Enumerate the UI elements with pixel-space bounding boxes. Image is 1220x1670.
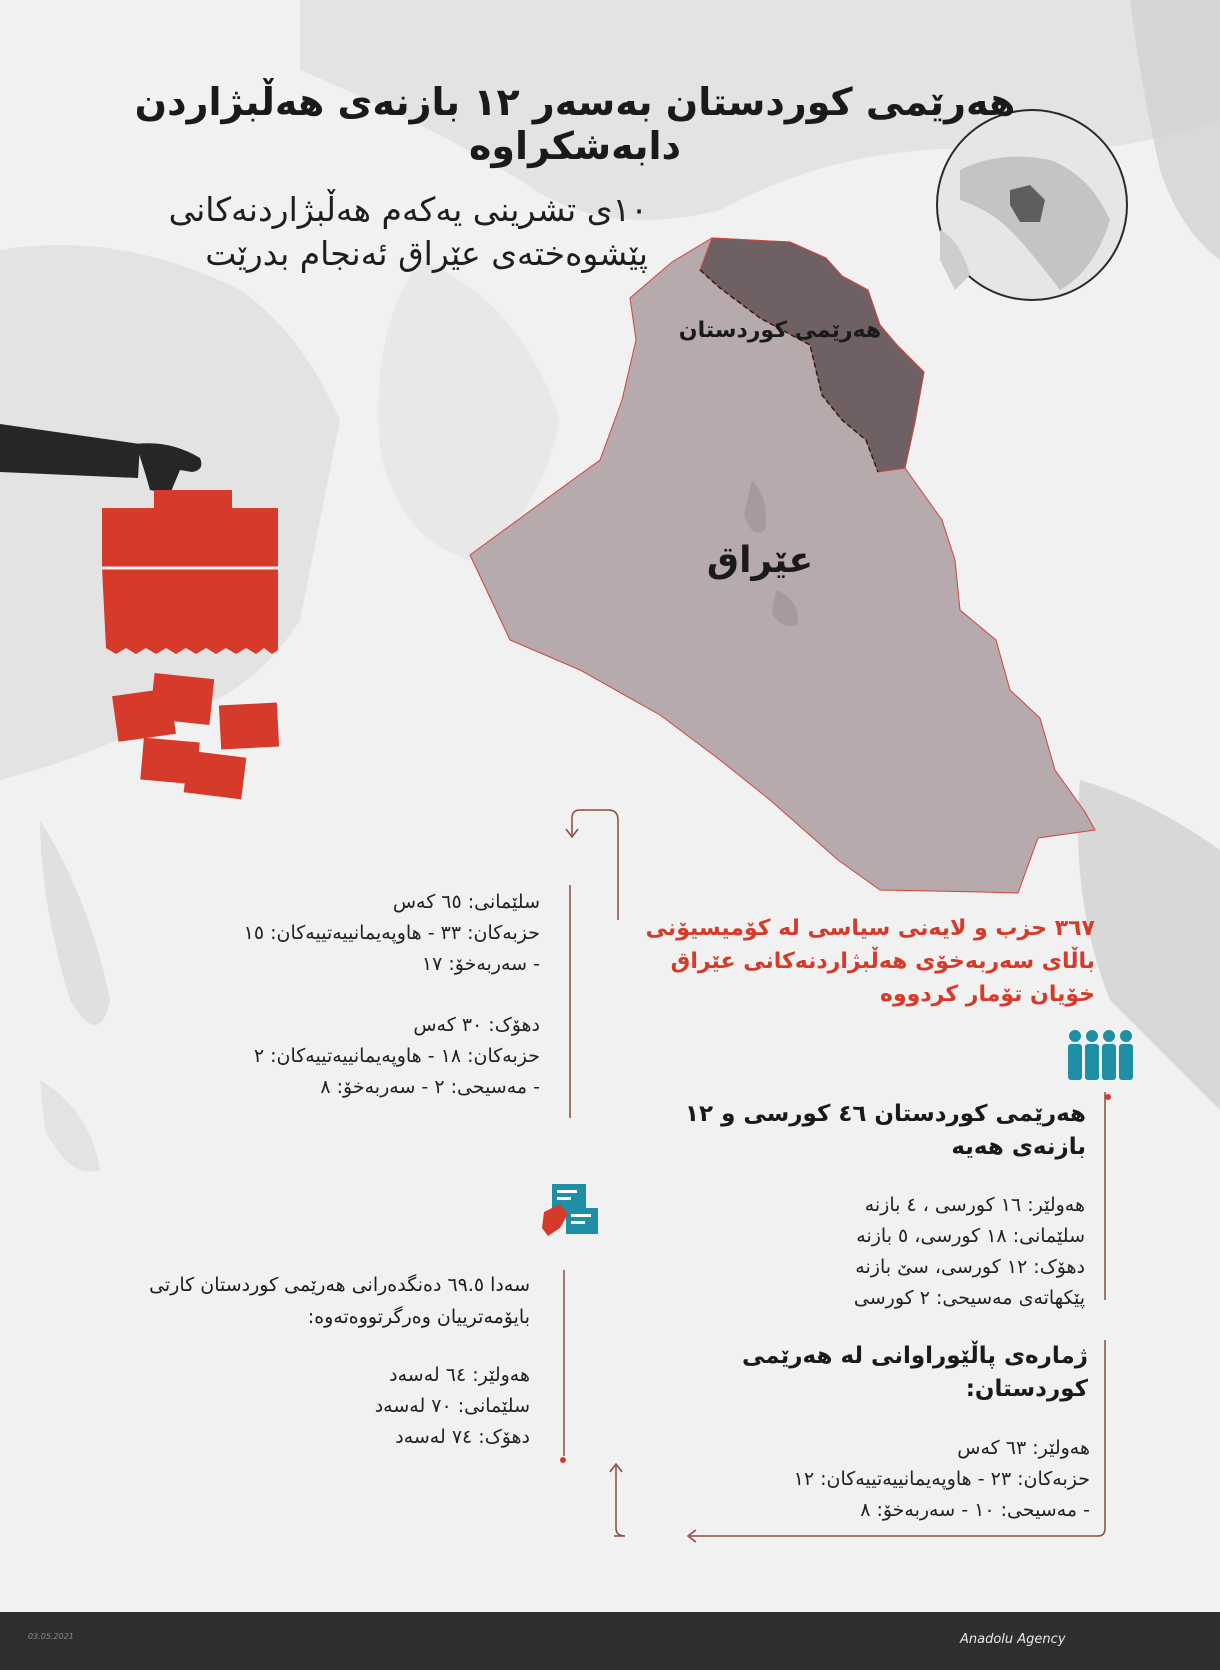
kurdistan-seats-list — [700, 1190, 1085, 1314]
bio-erbil: هەولێر: ٦٤ لەسەد — [389, 1364, 530, 1386]
bio-sulaymaniyah: سلێمانی: ٧٠ لەسەد — [374, 1395, 530, 1417]
parties-registered-note: ٣٦٧ حزب و لایەنی سیاسی لە کۆمیسیۆنی باڵای سەربەخۆی هەڵبژاردنەکانی عێراق خۆیان تۆمار کردووە — [645, 916, 1095, 1007]
seats-item-christian: پێکهاتەی مەسیحی: ٢ کورسی — [853, 1287, 1085, 1309]
page-title: هەرێمی کوردستان بەسەر ١٢ بازنەی هەڵبژاردن دابەشکراوە — [134, 80, 1016, 168]
candidates-title: ژمارەی پاڵێوراوانی لە هەرێمی کوردستان: — [741, 1343, 1088, 1402]
footer-date: 03.05.2021 — [28, 1632, 74, 1641]
page-subtitle: ١٠ی تشرینی یەکەم هەڵبژاردنەکانی پێشوەختەی عێراق ئەنجام بدرێت — [168, 190, 648, 273]
bio-duhok: دهۆک: ٧٤ لەسەد — [395, 1426, 530, 1448]
biometric-list — [70, 1360, 530, 1453]
candidates-sulaymaniyah — [70, 887, 540, 980]
seats-item-duhok: دهۆک: ١٢ کورسی، سێ بازنە — [855, 1256, 1085, 1278]
candidates-duhok — [70, 1010, 540, 1103]
footer-agency: Anadolu Agency — [960, 1632, 1066, 1647]
erbil-parties: حزبەکان: ٢٣ - هاوپەیمانییەتییەکان: ١٢ — [793, 1468, 1090, 1490]
iraq-map-label: عێراق — [706, 540, 814, 581]
candidates-erbil — [640, 1433, 1090, 1526]
people-group-icon — [1068, 1030, 1133, 1080]
duhok-parties: حزبەکان: ١٨ - هاوپەیمانییەتییەکان: ٢ — [253, 1045, 540, 1067]
kurdistan-seats-title: هەرێمی کوردستان ٤٦ کورسی و ١٢ بازنەی هەیە — [685, 1101, 1086, 1160]
suli-others: - سەربەخۆ: ١٧ — [421, 953, 540, 975]
suli-parties: حزبەکان: ٣٣ - هاوپەیمانییەتییەکان: ١٥ — [243, 922, 540, 944]
seats-item-sulaymaniyah: سلێمانی: ١٨ کورسی، ٥ بازنە — [856, 1225, 1085, 1247]
duhok-total: دهۆک: ٣٠ کەس — [413, 1014, 540, 1036]
id-card-hand-icon — [542, 1184, 598, 1236]
duhok-others: - مەسیحی: ٢ - سەربەخۆ: ٨ — [320, 1076, 540, 1098]
biometric-intro: سەدا ٦٩.٥ دەنگدەرانی هەرێمی کوردستان کارتی بایۆمەترییان وەرگرتووەتەوە: — [149, 1274, 530, 1328]
erbil-others: - مەسیحی: ١٠ - سەربەخۆ: ٨ — [860, 1499, 1090, 1521]
erbil-total: هەولێر: ٦٣ کەس — [957, 1437, 1090, 1459]
seats-item-erbil: هەولێر: ١٦ کورسی ، ٤ بازنە — [864, 1194, 1085, 1216]
kurdistan-map-label: هەرێمی کوردستان — [678, 318, 882, 343]
suli-total: سلێمانی: ٦٥ کەس — [392, 891, 540, 913]
